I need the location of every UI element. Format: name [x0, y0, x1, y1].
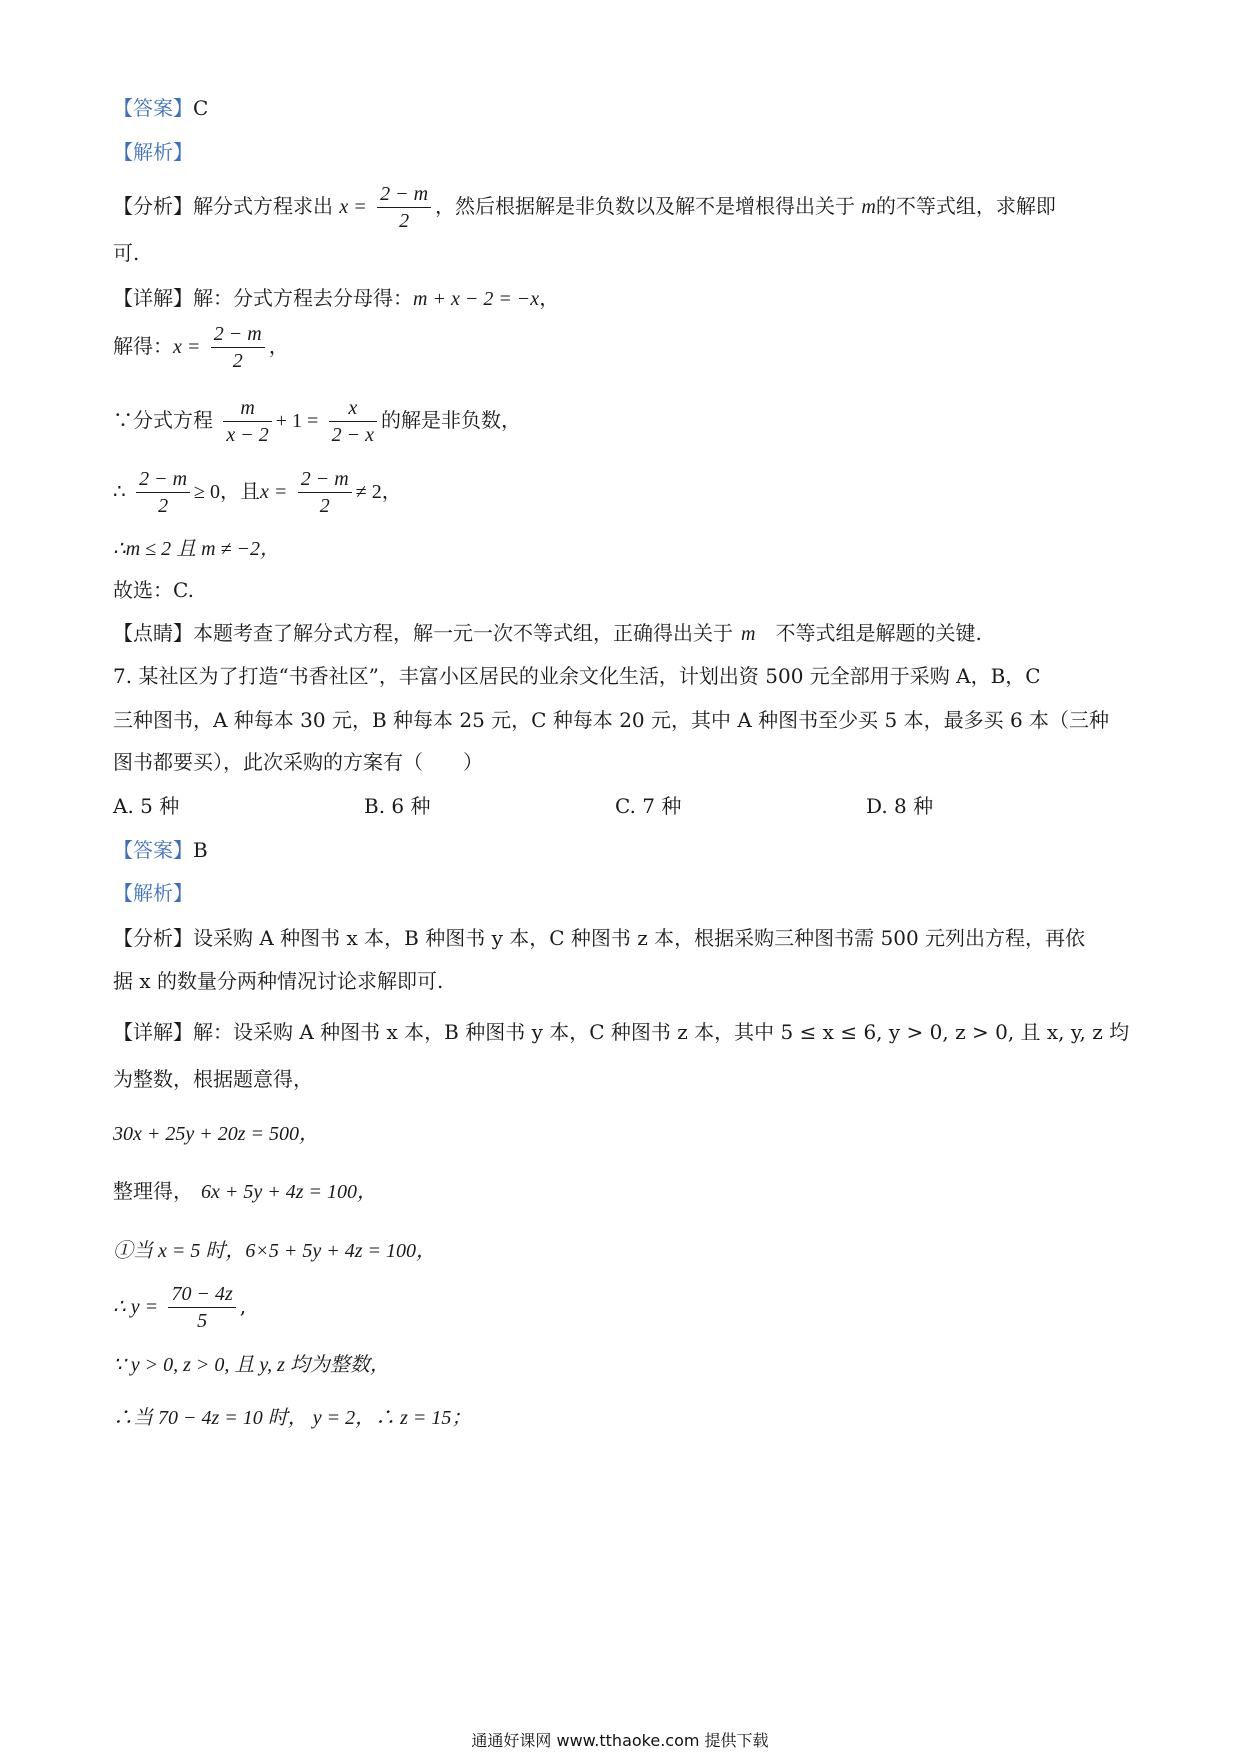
review-tag: 【点睛】	[113, 621, 193, 645]
explain-tag: 【解析】	[113, 140, 193, 164]
answer-tag: 【答案】	[113, 96, 193, 120]
analysis-line-q7: 【分析】设采购 A 种图书 x 本，B 种图书 y 本，C 种图书 z 本，根据采购三种图书需 500 元列出方程，再依	[113, 926, 1086, 950]
review-line-q6: 【点睛】本题考查了解分式方程，解一元一次不等式组，正确得出关于 m 不等式组是解题的关键.	[113, 621, 982, 645]
fraction-nonneg: $\frac{2 - m}{2}$	[136, 466, 190, 519]
because-line: ∵分式方程 $\frac{m}{x - 2}$ + 1 = $\frac{x}{2 - x}$ 的解是非负数，	[113, 397, 522, 446]
answer-value: C	[193, 96, 209, 120]
answer-line-q7: 【答案】B	[113, 838, 208, 862]
fraction-2-minus-m: $\frac{2 - m}{2}$	[377, 181, 431, 234]
fraction-not-root: $\frac{2 - m}{2}$	[298, 466, 352, 519]
therefore-line: ∴ $\frac{2 - m}{2}$ ≥ 0，且x = $\frac{2 - m}{2}$ ≠ 2，	[113, 468, 402, 517]
question-7-stem-2: 三种图书，A 种每本 30 元，B 种每本 25 元，C 种每本 20 元，其中 A 种图书至少买 5 本，最多买 6 本（三种	[113, 708, 1110, 732]
detail-line-q6: 【详解】解：分式方程去分母得：m + x − 2 = −x，	[113, 286, 560, 310]
therefore-m-range: ∴m ≤ 2 且 m ≠ −2，	[113, 538, 281, 560]
footer-credit: 通通好课网 www.tthaoke.com 提供下载	[471, 1731, 769, 1750]
option-a: A. 5 种	[113, 794, 180, 818]
fraction-m-over-x-minus-2: $\frac{m}{x - 2}$	[223, 395, 271, 448]
analysis-text-3: 的不等式组，求解即	[875, 194, 1056, 218]
answer-line-q6	[113, 95, 1130, 121]
fraction-x-over-2-minus-x: $\frac{x}{2 - x}$	[329, 395, 377, 448]
choose-line: 故选：C.	[113, 578, 194, 602]
option-c: C. 7 种	[615, 794, 682, 818]
y-expression-line: ∴ y = $\frac{70 - 4z}{5}$ ,	[113, 1283, 247, 1332]
x-equals: x =	[339, 196, 367, 218]
explain-heading-q6	[113, 139, 1130, 165]
analysis-line-q6-cont: 可.	[113, 241, 140, 265]
answer-value-q7: B	[193, 838, 208, 862]
var-m: m	[861, 196, 876, 218]
option-b: B. 6 种	[364, 794, 431, 818]
equation-100: 整理得， 6x + 5y + 4z = 100，	[113, 1179, 378, 1203]
question-7-stem-3: 图书都要买），此次采购的方案有（ ）	[113, 750, 483, 774]
analysis-line-q6	[113, 180, 1130, 234]
solve-line: 解得：x = $\frac{2 - m}{2}$ ，	[113, 323, 289, 372]
option-d: D. 8 种	[866, 794, 934, 818]
detail-line-q7: 【详解】解：设采购 A 种图书 x 本，B 种图书 y 本，C 种图书 z 本，其中 5 ≤ x ≤ 6, y > 0, z > 0, 且 x, y, z 均	[113, 1020, 1130, 1044]
detail-tag: 【详解】	[113, 286, 193, 310]
analysis-tag: 【分析】	[113, 194, 193, 218]
question-7-stem-1: 7. 某社区为了打造“书香社区”，丰富小区居民的业余文化生活，计划出资 500 元全部用于采购 A，B，C	[113, 664, 1041, 688]
detail-line-q7-cont: 为整数，根据题意得，	[113, 1067, 313, 1091]
analysis-line-q7-cont: 据 x 的数量分两种情况讨论求解即可.	[113, 969, 444, 993]
fraction-y: $\frac{70 - 4z}{5}$	[168, 1281, 235, 1334]
since-line: ∵ y > 0, z > 0, 且 y, z 均为整数，	[113, 1354, 390, 1376]
analysis-text-2: ，然后根据解是非负数以及解不是增根得出关于	[435, 194, 856, 218]
case-1-line: ①当 x = 5 时，6×5 + 5y + 4z = 100，	[113, 1240, 437, 1262]
when-line: ∴当 70 − 4z = 10 时， y = 2，∴ z = 15；	[113, 1407, 472, 1429]
equation-500: 30x + 25y + 20z = 500，	[113, 1123, 320, 1145]
analysis-text: 解分式方程求出	[193, 194, 333, 218]
explain-heading-q7: 【解析】	[113, 881, 193, 905]
fraction-solution: $\frac{2 - m}{2}$	[211, 321, 265, 374]
equation-denominator-cleared: m + x − 2 = −x	[413, 288, 540, 310]
